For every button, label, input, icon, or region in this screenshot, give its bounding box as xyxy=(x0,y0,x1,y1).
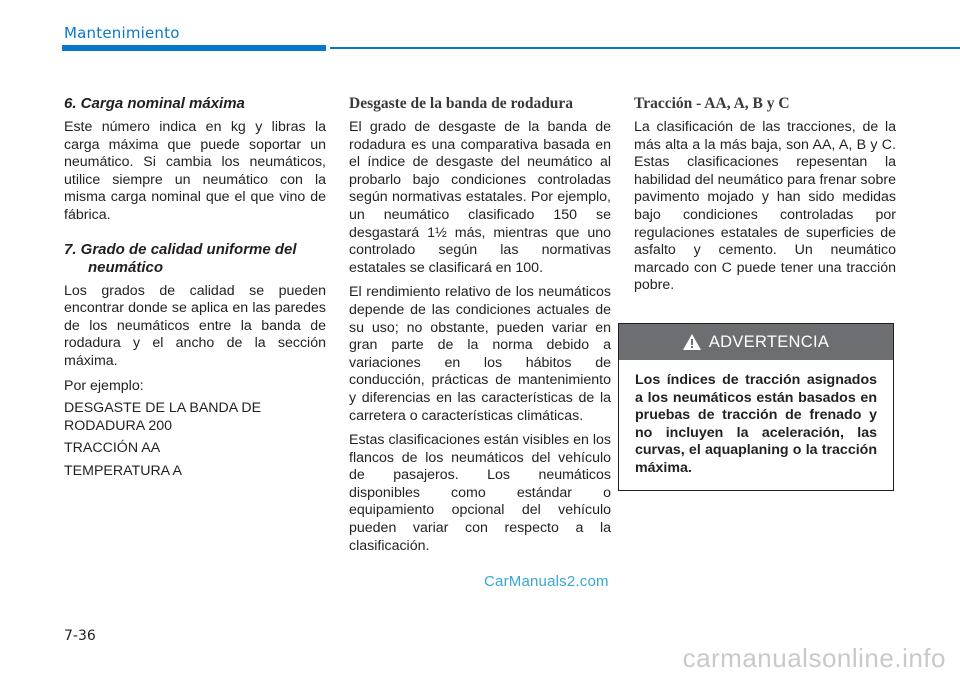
heading-quality-grade: 7. Grado de calidad uniforme del neumático xyxy=(64,240,297,276)
watermark-text: CarManuals2.com xyxy=(484,573,609,590)
paragraph-traction: La clasificación de las tracciones, de la más alta a la más baja, son AA, A, B y C. Estas clasificaciones repesentan la habilidad del neumático para frenar sobre pavimento mojado y han sido medidas bajo condiciones controladas por regulaciones estatales de superficies de asfalto y cemento. Un neumático marcado con C puede tener una tracción pobre. xyxy=(634,119,896,294)
example-temperature: TEMPERATURA A xyxy=(64,462,182,479)
heading-load-rating: 6. Carga nominal máxima xyxy=(64,95,245,112)
page-number: 7-36 xyxy=(64,628,96,644)
paragraph-treadwear-2: El rendimiento relativo de los neumáticos depende de las condiciones actuales de su uso; no obstante, pueden variar en gran parte de la norma debido a variaciones en los hábitos de conducción, prácticas de mantenimiento y diferencias en las características de la carretera o características climáticas. xyxy=(349,284,611,424)
warning-text: Los índices de tracción asignados a los neumáticos están basados en pruebas de tracción de frenado y no incluyen la aceleración, las curvas, el aquaplaning o la tracción máxima. xyxy=(635,372,877,476)
paragraph-quality-grade: Los grados de calidad se pueden encontrar donde se aplica en las paredes de los neumáticos entre la banda de rodadura y el ancho de la sección máxima. xyxy=(64,282,326,369)
footer-site-text: carmanualsonline.info xyxy=(682,643,946,673)
footer-band xyxy=(0,640,960,677)
column-1 xyxy=(64,95,326,486)
header-rule-thick xyxy=(62,45,326,51)
paragraph-treadwear-3: Estas clasificaciones están visibles en los flancos de los neumáticos del vehículo de pasajeros. Los neumáticos disponibles como estándar o equipamiento opcional del vehículo pueden variar con respecto a la clasificación. xyxy=(349,432,611,554)
example-label: Por ejemplo: xyxy=(64,377,144,394)
header-rule-thin xyxy=(330,47,960,49)
warning-header xyxy=(619,324,893,360)
heading-treadwear: Desgaste de la banda de rodadura xyxy=(349,95,574,112)
warning-triangle-icon xyxy=(683,334,701,350)
column-2 xyxy=(349,95,611,562)
column-3 xyxy=(634,95,896,302)
warning-title: ADVERTENCIA xyxy=(708,332,830,351)
warning-box xyxy=(618,323,894,491)
paragraph-load-rating: Este número indica en kg y libras la carga máxima que puede soportar un neumático. Si cambia los neumáticos, utilice siempre un neumático con la misma carga nominal que el que vino de fábrica. xyxy=(64,119,326,223)
section-title: Mantenimiento xyxy=(64,24,180,42)
paragraph-treadwear-1: El grado de desgaste de la banda de rodadura es una comparativa basada en el índice de desgaste del neumático al probarlo bajo condiciones controladas según normativas estatales. Por ejemplo, un neumático clasificado 150 se desgastará 1½ más, mientras que uno controlado según las normativas estatales se clasificará en 100. xyxy=(349,119,611,276)
example-traction: TRACCIÓN AA xyxy=(64,440,161,457)
heading-traction: Tracción - AA, A, B y C xyxy=(634,95,790,112)
example-treadwear: DESGASTE DE LA BANDA DE RODADURA 200 xyxy=(64,400,262,434)
